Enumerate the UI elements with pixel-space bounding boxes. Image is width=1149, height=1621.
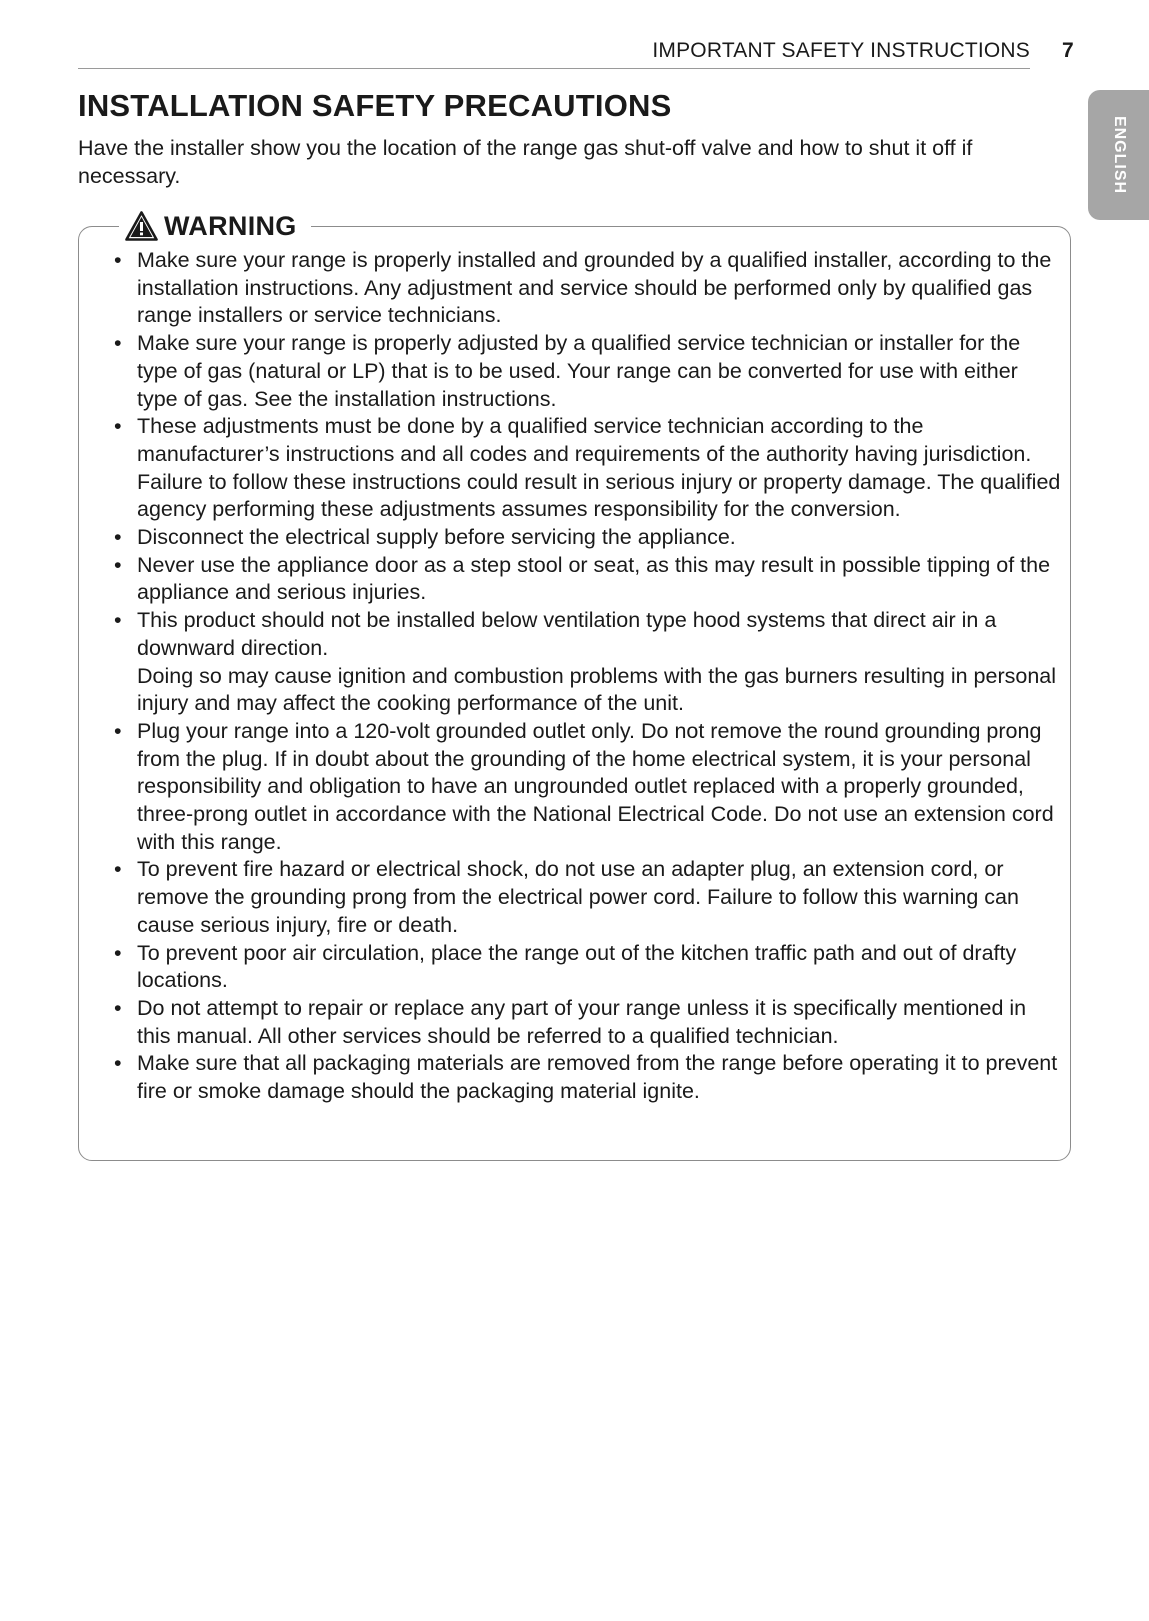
warning-item	[113, 607, 1061, 718]
page-header	[78, 38, 1030, 69]
warning-item	[113, 1050, 1061, 1105]
warning-box	[78, 211, 1071, 1161]
language-tab	[1088, 90, 1149, 220]
section-title: INSTALLATION SAFETY PRECAUTIONS	[78, 88, 672, 123]
warning-triangle-icon	[125, 211, 158, 241]
warning-item-text: Never use the appliance door as a step stool or seat, as this may result in possible tipping of the appliance and serious injuries.	[137, 552, 1051, 605]
warning-item	[113, 940, 1061, 995]
warning-item-text: Disconnect the electrical supply before servicing the appliance.	[137, 525, 736, 550]
warning-item	[113, 330, 1061, 413]
intro-paragraph: Have the installer show you the location of the range gas shut-off valve and how to shut it off if necessary.	[78, 136, 973, 188]
warning-item	[113, 413, 1061, 524]
warning-label: WARNING	[164, 211, 297, 241]
warning-item-text: Make sure that all packaging materials are removed from the range before operating it to prevent fire or smoke damage should the packaging material ignite.	[137, 1051, 1058, 1104]
warning-item-text: Make sure your range is properly installed and grounded by a qualified installer, according to the installation instructions. Any adjustment and service should be performed only by qualified gas range installers or service technicians.	[137, 248, 1052, 328]
warning-item-text: Do not attempt to repair or replace any part of your range unless it is specifically mentioned in this manual. All other services should be referred to a qualified technician.	[137, 995, 1027, 1048]
language-tab-label: ENGLISH	[1110, 115, 1128, 195]
warning-item-continuation: Doing so may cause ignition and combustion problems with the gas burners resulting in personal injury and may affect the cooking performance of the unit.	[137, 663, 1057, 716]
warning-item	[113, 856, 1061, 939]
warning-item-text: Make sure your range is properly adjusted by a qualified service technician or installer for the type of gas (natural or LP) that is to be used. Your range can be converted for use with either type of gas. See the installation instructions.	[137, 331, 1021, 411]
warning-item	[113, 718, 1061, 857]
warning-item	[113, 524, 1061, 552]
warning-item	[113, 995, 1061, 1050]
running-head: IMPORTANT SAFETY INSTRUCTIONS	[652, 39, 1030, 62]
warning-item-text: To prevent poor air circulation, place the range out of the kitchen traffic path and out of drafty locations.	[137, 940, 1017, 993]
warning-heading	[119, 210, 311, 242]
warning-item-text: This product should not be installed below ventilation type hood systems that direct air in a downward direction.	[137, 608, 997, 660]
warning-item	[113, 247, 1061, 330]
warning-list	[113, 247, 1061, 1106]
warning-item-text: These adjustments must be done by a qualified service technician according to the manufacturer’s instructions and all codes and requirements of the authority having jurisdiction. Failure to follow these instructions could result in serious injury or property damage. The qualified agency performing these adjustments assumes responsibility for the conversion.	[137, 414, 1061, 522]
page-number: 7	[1062, 39, 1074, 62]
warning-item-text: Plug your range into a 120-volt grounded outlet only. Do not remove the round grounding prong from the plug. If in doubt about the grounding of the home electrical system, it is your personal responsibility and obligation to have an ungrounded outlet replaced with a properly grounded, three-prong outlet in accordance with the National Electrical Code. Do not use an extension cord with this range.	[137, 718, 1054, 854]
warning-item	[113, 552, 1061, 607]
warning-item-text: To prevent fire hazard or electrical shock, do not use an adapter plug, an extension cord, or remove the grounding prong from the electrical power cord. Failure to follow this warning can cause serious injury, fire or death.	[137, 857, 1019, 937]
